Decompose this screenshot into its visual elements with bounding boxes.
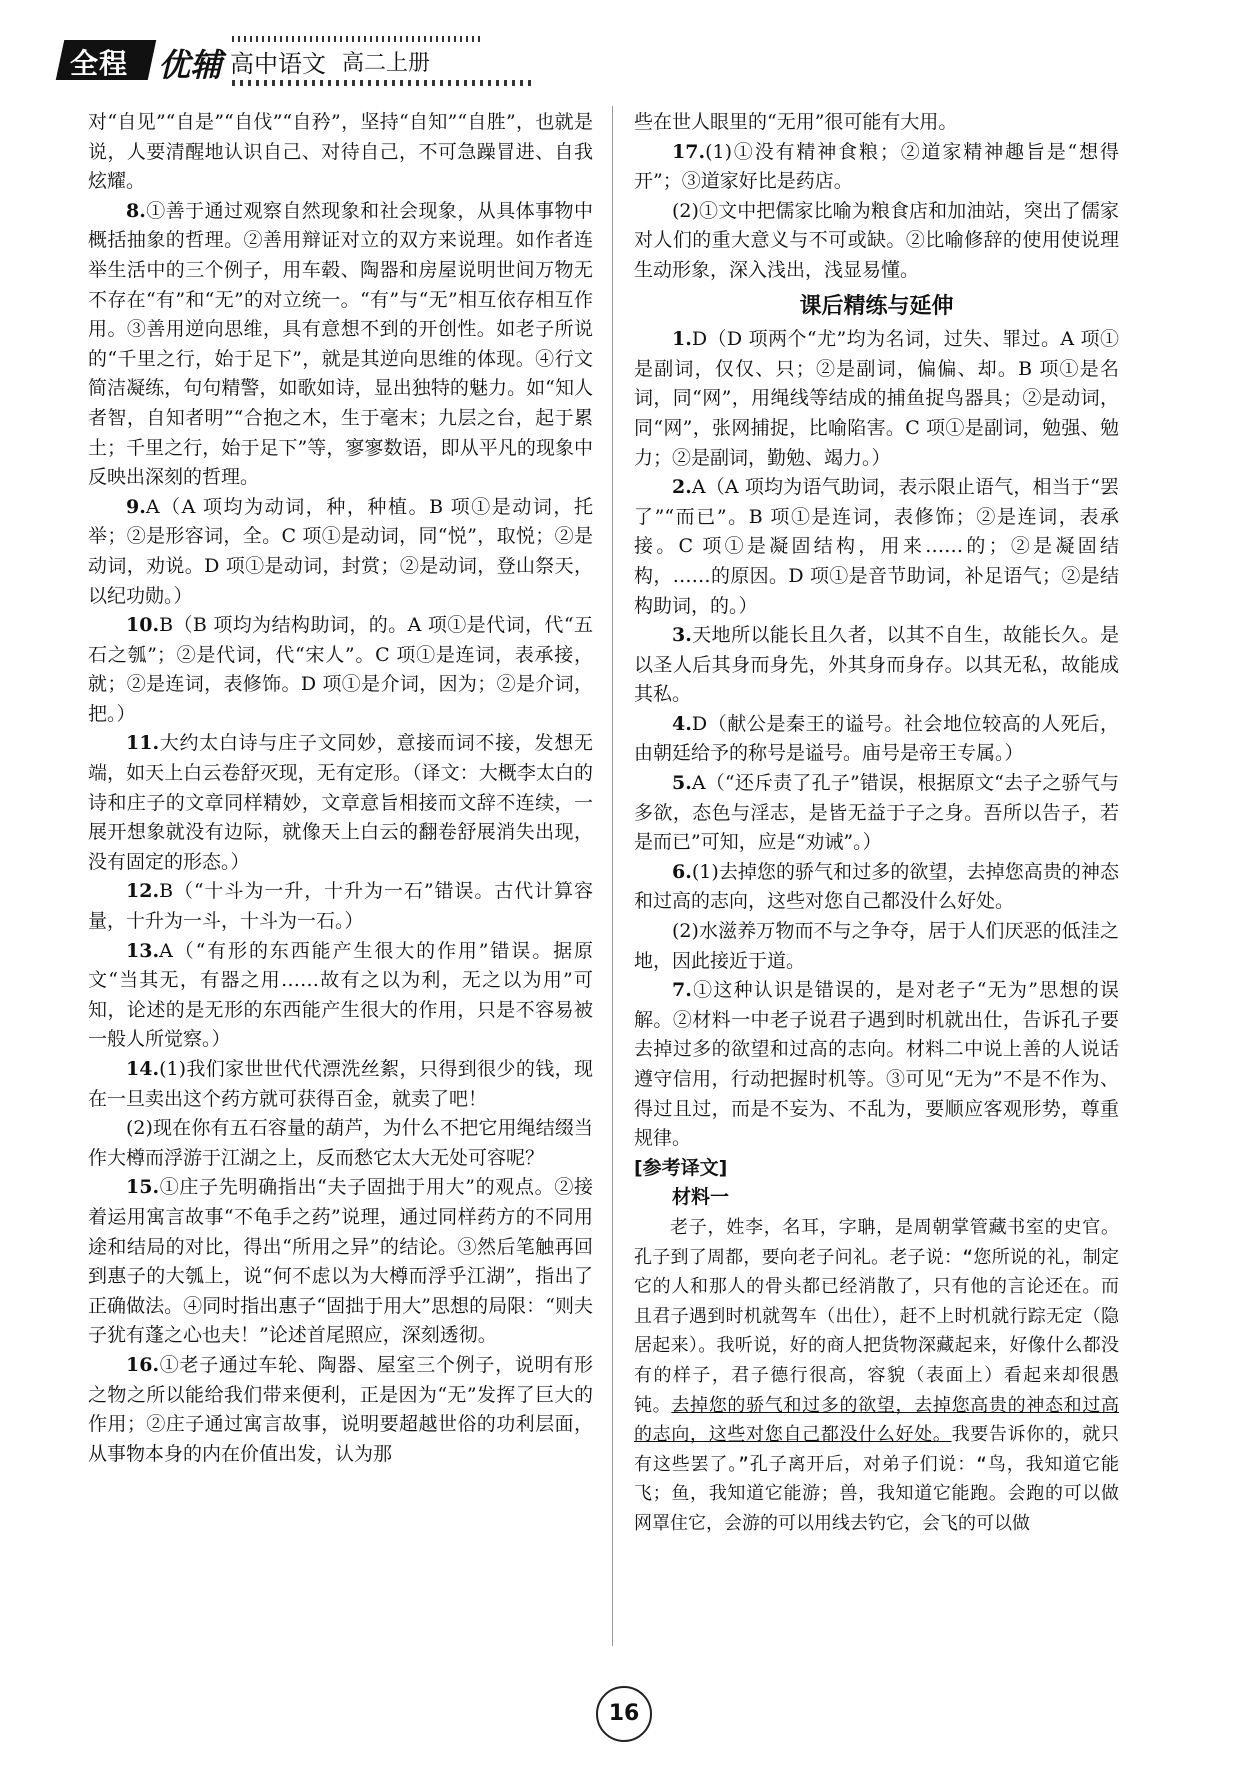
exercise-5: 5.A（“还斥责了孔子”错误，根据原文“去子之骄气与多欲，态色与淫志，是皆无益于子之身。吾所以告子，若是而已”可知，应是“劝诫”。） (634, 772, 1119, 854)
answer-8: 8.①善于通过观察自然现象和社会现象，从具体事物中概括抽象的哲理。②善用辩证对立的双方来说理。如作者连举生活中的三个例子，用车毂、陶器和房屋说明世间万物无不存在“有”和“无”的对立统一。“有”与“无”相互依存相互作用。③善用逆向思维，具有意想不到的开创性。如老子所说的“千里之行，始于足下”，就是其逆向思维的体现。④行文简洁凝练，句句精警，如歌如诗，显出独特的魅力。如“知人者智，自知者明”“合抱之木，生于毫末；九层之台，起于累土；千里之行，始于足下”等，寥寥数语，即从平凡的现象中反映出深刻的哲理。 (88, 199, 593, 489)
answer-9: 9.A（A 项均为动词，种，种植。B 项①是动词，托举；②是形容词，全。C 项①是动词，同“悦”，取悦；②是动词，劝说。D 项①是动词，封赏；②是动词，登山祭天，以纪功勋。） (88, 495, 593, 607)
answer-14-2: (2)现在你有五石容量的葫芦，为什么不把它用绳结缀当作大樽而浮游于江湖之上，反而愁它太大无处可容呢？ (88, 1117, 593, 1169)
answer-11: 11.大约太白诗与庄子文同妙，意接而词不接，发想无端，如天上白云卷舒灭现，无有定形。（译文：大概李太白的诗和庄子的文章同样精妙，文章意旨相接而文辞不连续，一展开想象就没有边际，就像天上白云的翻卷舒展消失出现，没有固定的形态。） (88, 732, 593, 873)
subject-title: 高中语文 (230, 50, 326, 78)
answer-10: 10.B（B 项均为结构助词，的。A 项①是代词，代“五石之瓠”；②是代词，代“宋人”。C 项①是连词，表承接，就；②是连词，表修饰。D 项①是介词，因为；②是介词，把。） (88, 614, 593, 725)
right-column (634, 108, 1119, 1539)
header-hatch-top (232, 36, 482, 42)
exercise-7: 7.①这种认识是错误的，是对老子“无为”思想的误解。②材料一中老子说君子遇到时机就出仕，告诉孔子要去掉过多的欲望和过高的志向。材料二中说上善的人说话遵守信用，行动把握时机等。③可见“无为”不是不作为、得过且过，而是不妄为、不乱为，要顺应客观形势，尊重规律。 (634, 979, 1119, 1150)
translation-text: 老子，姓李，名耳，字聃，是周朝掌管藏书室的史官。孔子到了周都，要向老子问礼。老子说：“您所说的礼，制定它的人和那人的骨头都已经消散了，只有他的言论还在。而且君子遇到时机就驾车（出仕），赶不上时机就行踪无定（隐居起来）。我听说，好的商人把货物深藏起来，好像什么都没有的样子，君子德行很高，容貌（表面上）看起来却很愚钝。去掉您的骄气和过多的欲望，去掉您高贵的神态和过高的志向，这些对您自己都没什么好处。我要告诉你的，就只有这些罢了。”孔子离开后，对弟子们说：“鸟，我知道它能飞；鱼，我知道它能游；兽，我知道它能跑。会跑的可以做网罩住它，会游的可以用线去钓它，会飞的可以做 (634, 1216, 1120, 1534)
answer-14-1: 14.(1)我们家世世代代漂洗丝絮，只得到很少的钱，现在一旦卖出这个药方就可获得百金，就卖了吧！ (88, 1058, 593, 1110)
answer-13: 13.A（“有形的东西能产生很大的作用”错误。据原文“当其无，有器之用……故有之以为利，无之以为用”可知，论述的是无形的东西能产生很大的作用，只是不容易被一般人所觉察。） (88, 939, 593, 1051)
section-title: 课后精练与延伸 (799, 293, 954, 319)
header-hatch-bottom (232, 80, 532, 86)
exercise-1: 1.D（D 项两个“尤”均为名词，过失、罪过。A 项①是副词，仅仅、只；②是副词，偏偏、却。B 项①是名词，同“网”，用绳线等结成的捕鱼捉鸟器具；②是动词，同“网”，张网捕捉，比喻陷害。C 项①是副词，勉强、勉力；②是副词，勤勉、竭力。） (634, 328, 1119, 469)
logo-text: 全程 (70, 47, 129, 80)
exercise-4: 4.D（献公是秦王的谥号。社会地位较高的人死后，由朝廷给予的称号是谥号。庙号是帝王专属。） (634, 712, 1119, 765)
answer-17-1: 17.(1)①没有精神食粮；②道家精神趣旨是“想得开”；③道家好比是药店。 (634, 140, 1119, 193)
material-title: 材料一 (672, 1186, 730, 1209)
answer-17-2: (2)①文中把儒家比喻为粮食店和加油站，突出了儒家对人们的重大意义与不可或缺。②比喻修辞的使用使说理生动形象，深入浅出，浅显易懂。 (634, 199, 1119, 281)
reference-translation-label: [参考译文] (634, 1156, 728, 1179)
answer-12: 12.B（“十斗为一升，十升为一石”错误。古代计算容量，十升为一斗，十斗为一石。） (88, 880, 593, 933)
left-column (88, 108, 593, 1469)
exercise-2: 2.A（A 项均为语气助词，表示限止语气，相当于“罢了”“而已”。B 项①是连词，表修饰；②是连词，表承接。C 项①是凝固结构，用来……的；②是凝固结构，……的原因。D 项①是音节助词，补足语气；②是结构助词，的。） (634, 476, 1119, 617)
column-divider (612, 106, 613, 1646)
answer-16-cont: 些在世人眼里的“无用”很可能有大用。 (634, 111, 958, 133)
answer-16: 16.①老子通过车轮、陶器、屋室三个例子，说明有形之物之所以能给我们带来便利，正是因为“无”发挥了巨大的作用；②庄子通过寓言故事，说明要超越世俗的功利层面，从事物本身的内在价值出发，认为那 (88, 1353, 593, 1465)
exercise-6-2: (2)水滋养万物而不与之争夺，居于人们厌恶的低洼之地，因此接近于道。 (634, 920, 1119, 972)
grade-label: 高二上册 (342, 51, 431, 76)
answer-7-cont: 对“自见”“自是”“自伐”“自矜”，坚持“自知”“自胜”，也就是说，人要清醒地认识自己、对待自己，不可急躁冒进、自我炫耀。 (88, 111, 593, 193)
underlined-sentence: 去掉您的骄气和过多的欲望，去掉您高贵的神态和过高的志向，这些对您自己都没什么好处。 (634, 1394, 1120, 1446)
page-header (60, 36, 480, 88)
exercise-6-1: 6.(1)去掉您的骄气和过多的欲望，去掉您高贵的神态和过高的志向，这些对您自己都没什么好处。 (634, 860, 1119, 913)
brand-name: 优辅 (158, 46, 223, 84)
page-number: 16 (596, 1686, 652, 1742)
exercise-3: 3.天地所以能长且久者，以其不自生，故能长久。是以圣人后其身而身先，外其身而身存。以其无私，故能成其私。 (634, 624, 1119, 706)
answer-15: 15.①庄子先明确指出“夫子固拙于用大”的观点。②接着运用寓言故事“不龟手之药”说理，通过同样药方的不同用途和结局的对比，得出“所用之异”的结论。③然后笔触再回到惠子的大瓠上，说“何不虑以为大樽而浮乎江湖”，指出了正确做法。④同时指出惠子“固拙于用大”思想的局限：“则夫子犹有蓬之心也夫！”论述首尾照应，深刻透彻。 (88, 1176, 593, 1347)
